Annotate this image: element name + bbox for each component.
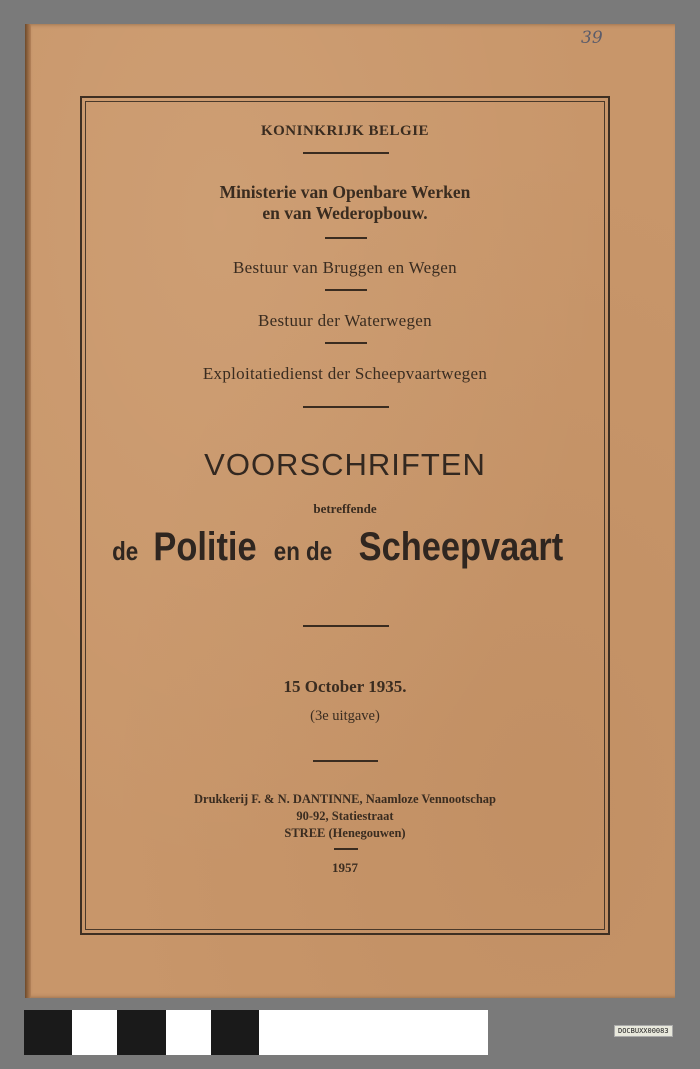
calibration-black-patch [117, 1010, 166, 1055]
scan-calibration-bar [24, 1010, 488, 1055]
kingdom-heading: KONINKRIJK BELGIE [260, 123, 430, 139]
main-title: de Politie en de Scheepvaart [112, 525, 564, 569]
subtitle: betreffende [313, 501, 377, 516]
divider-rule [334, 848, 358, 850]
ministry-line-1: Ministerie van Openbare Werken [219, 182, 471, 202]
ministry-line-2: en van Wederopbouw. [262, 203, 428, 223]
catalog-label: DOCBUXX00083 [614, 1025, 673, 1037]
printer-address: 90-92, Statiestraat [296, 809, 394, 823]
calibration-white-patch [72, 1010, 117, 1055]
calibration-white-strip [259, 1010, 488, 1055]
department-waterways: Bestuur der Waterwegen [258, 311, 432, 330]
divider-rule [303, 625, 389, 627]
department-shipping: Exploitatiedienst der Scheepvaartwegen [202, 364, 488, 383]
book-cover [25, 24, 675, 998]
spine-edge [25, 24, 31, 998]
divider-rule [325, 342, 367, 344]
divider-rule [303, 152, 389, 154]
divider-rule [303, 406, 389, 408]
double-rule-frame [80, 96, 610, 935]
divider-rule [325, 289, 367, 291]
printer-city: STREE (Henegouwen) [284, 826, 406, 840]
calibration-white-patch [166, 1010, 211, 1055]
divider-rule [325, 237, 367, 239]
publication-year: 1957 [332, 860, 358, 875]
handwritten-number: 39 [581, 28, 603, 48]
date-line: 15 October 1935. [283, 677, 407, 696]
calibration-black-patch [24, 1010, 72, 1055]
department-bridges-roads: Bestuur van Bruggen en Wegen [233, 258, 457, 277]
document-title: VOORSCHRIFTEN [204, 447, 486, 482]
divider-rule [313, 760, 378, 762]
calibration-black-patch [211, 1010, 259, 1055]
printer-name: Drukkerij F. & N. DANTINNE, Naamloze Vennootschap [194, 792, 496, 806]
edition-line: (3e uitgave) [310, 708, 380, 724]
